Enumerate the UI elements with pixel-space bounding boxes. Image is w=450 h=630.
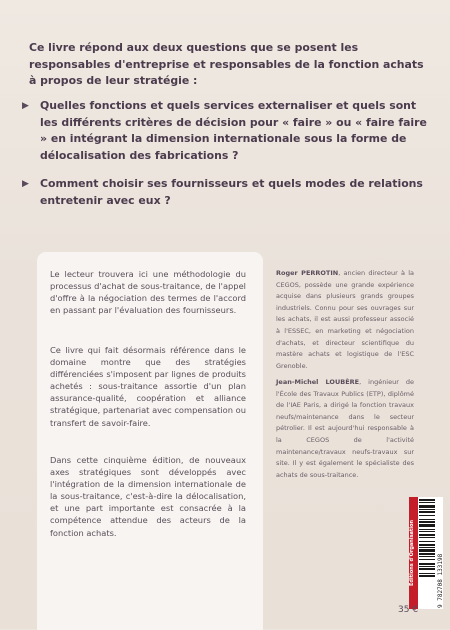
question-item <box>22 98 432 164</box>
summary-paragraph: Ce livre qui fait désormais référence dans le domaine montre que des stratégies différenciées s'imposent par lignes de produits achetés : sous-traitance assortie d'un plan assurance-qualité, coopération et alliance stratégique, partenariat avec compensation ou transfert de savoir-faire. <box>50 345 246 428</box>
summary-paragraph: Le lecteur trouvera ici une méthodologie du processus d'achat de sous-traitance, de l'appel d'offre à la négociation des termes de l'accord en passant par l'évaluation des fournisseurs. <box>50 269 246 316</box>
author-bio-text: , ancien directeur à la CEGOS, possède une grande expérience acquise dans plusieurs grands groupes industriels. Connu pour ses ouvrages sur les achats, il est aussi professeur associé à l'ESSEC, en marketing et négociation d'achats, et directeur scientifique du mastère achats et logistique de l'ESC Grenoble. <box>276 269 414 370</box>
isbn-number: 9 782708 133198 <box>437 553 444 608</box>
publisher-name: Éditions d'Organisation <box>409 519 415 587</box>
author-bio <box>276 268 414 372</box>
author-name: Roger PERROTIN <box>276 269 339 277</box>
triangle-arrow-icon: ▶ <box>22 179 29 189</box>
author-bio-text: , ingénieur de l'École des Travaux Publics (ETP), diplômé de l'IAE Paris, a dirigé la fonction travaux neufs/maintenance dans le secteur pétrolier. Il est aujourd'hui responsable à la CEGOS de l'activité maintenance/travaux neufs-travaux sur site. Il y est également le spécialiste des achats de sous-traitance. <box>276 378 415 479</box>
question-item <box>22 176 432 209</box>
price-label: 35 € <box>398 605 419 615</box>
summary-paragraph: Dans cette cinquième édition, de nouveaux axes stratégiques sont développés avec l'intégration de la dimension internationale de la sous-traitance, c'est-à-dire la délocalisation, et une part importante est consacrée à la compétence attendue des acteurs de la fonction achats. <box>50 455 246 538</box>
author-bio <box>276 377 414 481</box>
question-text: Quelles fonctions et quels services externaliser et quels sont les différents critères de décision pour « faire » ou « faire faire » en intégrant la dimension internationale sous la forme de délocalisation des fabrications ? <box>40 99 427 162</box>
author-name: Jean-Michel LOUBÈRE <box>276 378 360 386</box>
intro-text: Ce livre répond aux deux questions que se posent les responsables d'entreprise et responsables de la fonction achats à propos de leur stratégie : <box>29 41 424 87</box>
barcode-icon <box>419 499 435 605</box>
question-text: Comment choisir ses fournisseurs et quels modes de relations entretenir avec eux ? <box>40 177 423 207</box>
triangle-arrow-icon: ▶ <box>22 101 29 111</box>
